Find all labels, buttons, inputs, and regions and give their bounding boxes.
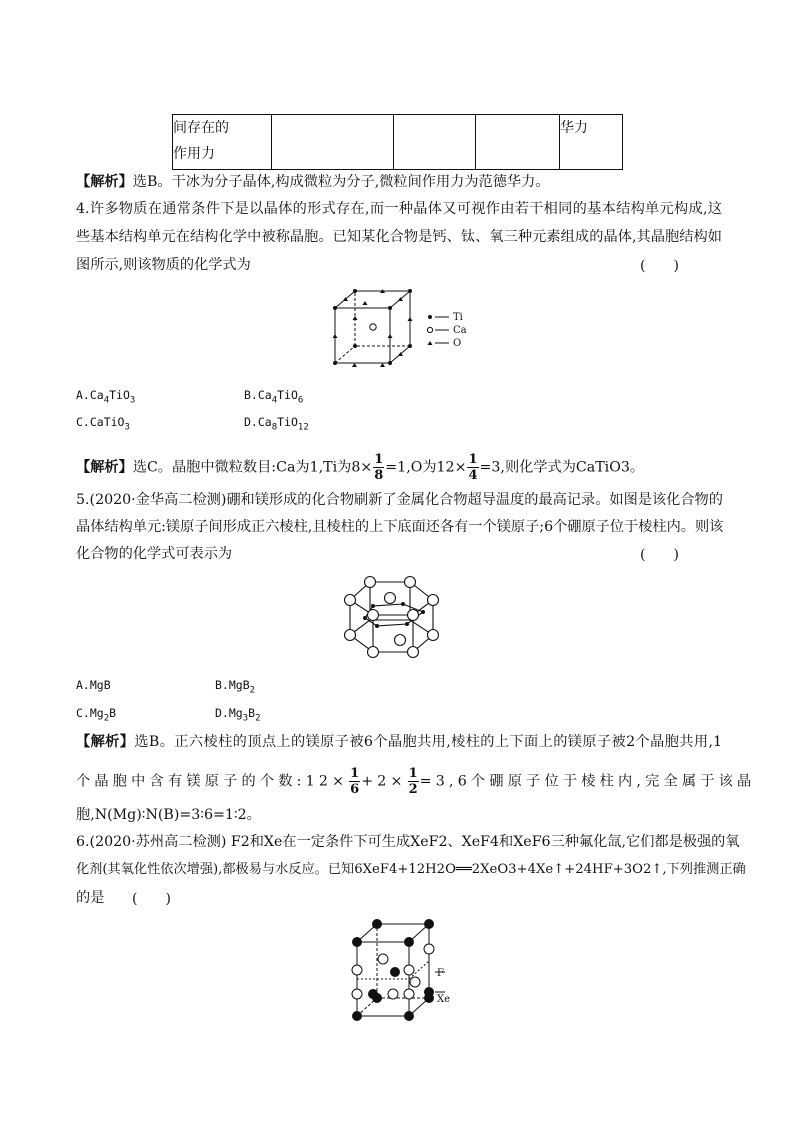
- q3-analysis: 【解析】选B。干冰为分子晶体,构成微粒为分子,微粒间作用力为范德华力。: [76, 174, 550, 190]
- q4-option-b: $B.Ca_4TiO_6$: [244, 388, 304, 406]
- q5-option-c: $C.Mg_2B$: [76, 706, 117, 724]
- fraction-1-4: $\frac{1}{4}$: [468, 452, 478, 483]
- ca-atom: [370, 324, 376, 330]
- table-cell: [272, 115, 394, 170]
- xe-atoms: [352, 919, 434, 1021]
- q5-line-1: 5.(2020·金华高二检测)硼和镁形成的化合物刷新了金属化合物超导温度的最高记录。如图是该化合物的: [76, 492, 723, 508]
- legend-f: F: [437, 968, 444, 979]
- q5-line-2: 晶体结构单元:镁原子间形成正六棱柱,且棱柱的上下底面还各有一个镁原子;6个硼原子位于棱柱内。则该: [76, 519, 724, 535]
- fraction-1-6: $\frac{1}{6}$: [350, 766, 360, 797]
- q5-line-3: 化合物的化学式可表示为: [76, 546, 233, 562]
- answer-bracket: ( ): [640, 547, 679, 563]
- q5-option-a: A.MgB: [76, 678, 111, 692]
- q4-option-c: C.CaTiO$_3$: [76, 415, 130, 433]
- q5-analysis-line-1: 【解析】选B。正六棱柱的顶点上的镁原子被6个晶胞共用,棱柱的上下面上的镁原子被2个晶胞共用,1: [76, 734, 722, 750]
- q5-analysis-line-3: 胞,N(Mg)∶N(B)=3∶6=1∶2。: [76, 807, 261, 823]
- q6-line-3: 的是: [76, 890, 105, 906]
- q4-line-1: 4.许多物质在通常条件下是以晶体的形式存在,而一种晶体又可视作由若干相同的基本结构单元构成,这: [76, 201, 722, 217]
- analysis-tag: 【解析】: [76, 174, 133, 190]
- q5-option-d: $D.Mg_3B_2$: [215, 706, 261, 724]
- perovskite-unit-cell-figure: [325, 283, 475, 373]
- figure-legend: [427, 312, 466, 349]
- table-cell: 华力: [560, 115, 623, 170]
- q5-option-b: B.MgB$_2$: [215, 678, 256, 696]
- legend-o: O: [453, 338, 462, 349]
- q6-line-2: 化剂(其氧化性依次增强),都极易与水反应。已知6XeF4+12H2O══2XeO3+4Xe↑+24HF+3O2↑,下列推测正确: [76, 862, 746, 877]
- q6-line-1: 6.(2020·苏州高二检测) F2和Xe在一定条件下可生成XeF2、XeF4和XeF6三种氟化氙,它们都是极强的氧: [76, 834, 740, 850]
- mgb2-hexagonal-prism-figure: [335, 570, 460, 662]
- answer-bracket: ( ): [640, 258, 679, 274]
- q4-analysis: 【解析】选C。晶胞中微粒数目:Ca为1,Ti为8× $\frac{1}{8}$ =1,O为12× $\frac{1}{4}$ =3,则化学式为CaTiO3。: [76, 452, 645, 483]
- fraction-1-2: $\frac{1}{2}$: [408, 766, 418, 797]
- table-row: [173, 115, 623, 170]
- q4-option-a: $A.Ca_4TiO_3$: [76, 388, 136, 406]
- cell-text: 间存在的 作用力: [173, 120, 229, 162]
- q4-line-2: 些基本结构单元在结构化学中被称晶胞。已知某化合物是钙、钛、氧三种元素组成的晶体,其晶胞结构如: [76, 229, 722, 245]
- q4-line-3: 图所示,则该物质的化学式为: [76, 257, 251, 273]
- cube-front-face: [335, 308, 390, 363]
- comparison-table-fragment: [172, 114, 623, 170]
- answer-bracket: ( ): [132, 891, 171, 907]
- xef2-unit-cell-figure: [345, 912, 460, 1024]
- legend-ca: Ca: [453, 325, 467, 336]
- fraction-1-8: $\frac{1}{8}$: [374, 452, 384, 483]
- table-cell: [476, 115, 560, 170]
- legend-ti: Ti: [453, 312, 463, 323]
- q5-analysis-line-2: 个晶胞中含有镁原子的个数:12× $\frac{1}{6}$ +2× $\frac{1}{2}$ =3,6个硼原子位于棱柱内,完全属于该晶: [76, 766, 756, 797]
- legend-xe: Xe: [437, 994, 451, 1005]
- table-cell: [394, 115, 476, 170]
- magnesium-atoms: [345, 577, 439, 658]
- q4-option-d: $D.Ca_8TiO_{12}$: [244, 415, 309, 433]
- table-cell: [173, 115, 272, 170]
